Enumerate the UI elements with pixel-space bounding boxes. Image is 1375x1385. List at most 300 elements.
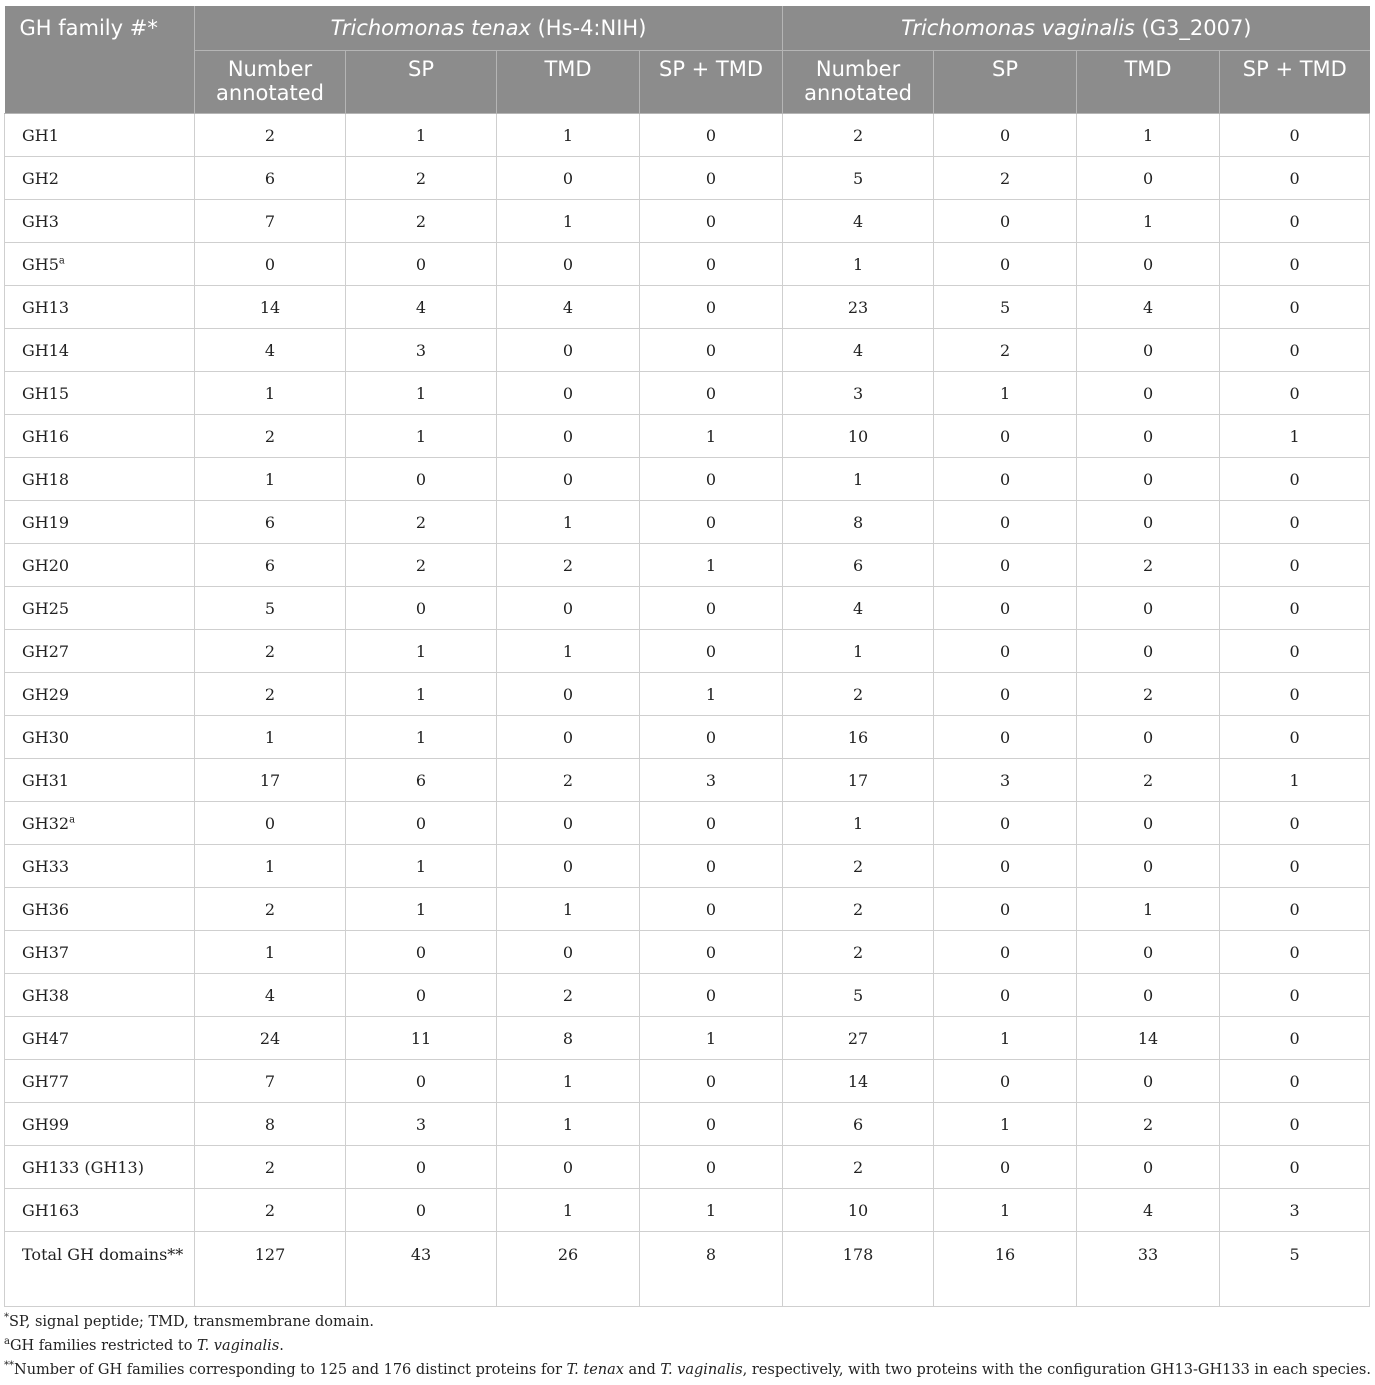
value-cell: 2 [497,974,640,1017]
table-row [5,1189,1370,1232]
footnote [4,1358,1371,1382]
value-cell: 0 [497,243,640,286]
value-cell: 0 [1077,501,1220,544]
value-cell: 0 [640,1060,783,1103]
value-cell: 1 [783,458,934,501]
value-cell: 0 [1220,974,1370,1017]
value-cell: 0 [934,544,1077,587]
value-cell: 0 [346,1060,497,1103]
value-cell: 5 [195,587,346,630]
value-cell: 3 [783,372,934,415]
table-row [5,329,1370,372]
footnote-marker: a [69,814,76,826]
value-cell: 0 [1077,372,1220,415]
value-cell: 0 [497,415,640,458]
gh-family-label: GH1 [22,125,59,145]
value-cell: 10 [783,415,934,458]
value-cell: 2 [497,544,640,587]
table-row [5,759,1370,802]
table-row [5,544,1370,587]
value-cell: 0 [1220,630,1370,673]
gh-family-cell [5,1017,195,1060]
value-cell: 5 [783,157,934,200]
value-cell: 4 [783,200,934,243]
value-cell: 1 [195,931,346,974]
value-cell: 10 [783,1189,934,1232]
table-row [5,286,1370,329]
value-cell: 0 [1220,587,1370,630]
value-cell: 1 [783,630,934,673]
value-cell: 0 [346,243,497,286]
footnote [4,1334,1371,1358]
value-cell: 0 [934,673,1077,716]
value-cell: 2 [195,888,346,931]
value-cell: 0 [1077,1146,1220,1189]
value-cell: 0 [1077,802,1220,845]
table-row [5,716,1370,759]
gh-family-label: GH36 [22,899,70,919]
col-header: TMD [497,51,640,114]
value-cell: 4 [1077,1189,1220,1232]
value-cell: 0 [1220,845,1370,888]
gh-family-label: GH38 [22,985,70,1005]
value-cell: 2 [195,1146,346,1189]
gh-family-cell [5,501,195,544]
value-cell: 0 [1077,415,1220,458]
value-cell: 1 [1220,415,1370,458]
value-cell: 0 [1077,716,1220,759]
value-cell: 1 [497,630,640,673]
value-cell: 24 [195,1017,346,1060]
value-cell: 4 [346,286,497,329]
value-cell: 0 [497,845,640,888]
value-cell: 2 [195,1189,346,1232]
value-cell: 0 [346,458,497,501]
gh-family-label: GH20 [22,555,70,575]
value-cell: 7 [195,1060,346,1103]
gh-family-label: GH15 [22,383,70,403]
value-cell: 0 [1220,673,1370,716]
value-cell: 2 [1077,759,1220,802]
value-cell: 2 [783,673,934,716]
col-header: SP [934,51,1077,114]
value-cell: 0 [640,458,783,501]
value-cell: 0 [640,802,783,845]
gh-family-cell [5,415,195,458]
value-cell: 0 [1220,200,1370,243]
value-cell: 14 [1077,1017,1220,1060]
footnote-text: T. tenax [566,1362,624,1378]
gh-family-cell [5,157,195,200]
gh-family-cell [5,286,195,329]
table-row [5,974,1370,1017]
value-cell: 1 [497,114,640,157]
value-cell: 1 [1077,114,1220,157]
value-cell: 5 [783,974,934,1017]
gh-family-cell [5,587,195,630]
footnote-text: . [279,1338,284,1354]
value-cell: 0 [1220,716,1370,759]
value-cell: 0 [1077,157,1220,200]
value-cell: 1 [934,1189,1077,1232]
species-name: Trichomonas vaginalis [901,16,1135,40]
value-cell: 2 [783,931,934,974]
value-cell: 3 [346,1103,497,1146]
table-header [5,6,1370,114]
gh-family-label: GH19 [22,512,70,532]
value-cell: 0 [497,802,640,845]
value-cell: 2 [1077,544,1220,587]
value-cell: 2 [783,888,934,931]
gh-family-cell [5,888,195,931]
value-cell: 0 [1077,630,1220,673]
value-cell: 0 [1220,1017,1370,1060]
value-cell: 1 [1077,888,1220,931]
value-cell: 1 [497,1103,640,1146]
value-cell: 1 [783,802,934,845]
gh-family-label: GH30 [22,727,70,747]
gh-family-label: GH2 [22,168,59,188]
value-cell: 1 [346,888,497,931]
table-row [5,931,1370,974]
value-cell: 1 [346,630,497,673]
value-cell: 2 [1077,1103,1220,1146]
value-cell: 0 [640,587,783,630]
value-cell: 0 [1220,888,1370,931]
col-header: SP + TMD [640,51,783,114]
value-cell: 0 [1220,114,1370,157]
value-cell: 6 [346,759,497,802]
value-cell: 1 [346,415,497,458]
table-row [5,501,1370,544]
gh-family-cell [5,716,195,759]
value-cell: 0 [1220,458,1370,501]
table-row [5,415,1370,458]
value-cell: 16 [783,716,934,759]
value-cell: 1 [640,1189,783,1232]
value-cell: 0 [346,974,497,1017]
table-row [5,1103,1370,1146]
gh-family-label: GH18 [22,469,70,489]
value-cell: 0 [934,458,1077,501]
footnote-text: T. vaginalis [197,1338,280,1354]
value-cell: 0 [497,157,640,200]
value-cell: 4 [195,974,346,1017]
value-cell: 0 [195,243,346,286]
value-cell: 0 [497,716,640,759]
value-cell: 26 [497,1232,640,1307]
value-cell: 7 [195,200,346,243]
value-cell: 0 [934,802,1077,845]
value-cell: 0 [497,1146,640,1189]
gh-family-cell [5,974,195,1017]
value-cell: 16 [934,1232,1077,1307]
gh-family-label: GH163 [22,1200,80,1220]
value-cell: 0 [1220,931,1370,974]
value-cell: 0 [497,458,640,501]
value-cell: 0 [640,974,783,1017]
value-cell: 1 [640,415,783,458]
value-cell: 2 [1077,673,1220,716]
value-cell: 5 [1220,1232,1370,1307]
gh-family-cell [5,1232,195,1307]
value-cell: 6 [783,544,934,587]
col-header: Number annotated [195,51,346,114]
value-cell: 0 [1220,1103,1370,1146]
value-cell: 0 [1220,501,1370,544]
gh-family-label: GH25 [22,598,70,618]
value-cell: 0 [1220,329,1370,372]
value-cell: 0 [640,243,783,286]
value-cell: 0 [640,501,783,544]
footnote-text: , respectively, with two proteins with the configuration GH13-GH133 in each species. [742,1362,1371,1378]
value-cell: 0 [1220,1060,1370,1103]
footnote-marker: * [4,1312,9,1324]
value-cell: 1 [1220,759,1370,802]
table-row [5,1232,1370,1307]
table-row [5,587,1370,630]
col-header: SP + TMD [1220,51,1370,114]
gh-family-cell [5,114,195,157]
value-cell: 2 [346,501,497,544]
value-cell: 6 [195,157,346,200]
gh-family-label: GH27 [22,641,70,661]
value-cell: 8 [783,501,934,544]
value-cell: 1 [497,1060,640,1103]
value-cell: 1 [497,888,640,931]
value-cell: 0 [346,1189,497,1232]
table-row [5,630,1370,673]
value-cell: 0 [640,888,783,931]
value-cell: 0 [934,630,1077,673]
species-name: Trichomonas tenax [330,16,531,40]
value-cell: 0 [1077,845,1220,888]
value-cell: 11 [346,1017,497,1060]
value-cell: 0 [640,931,783,974]
value-cell: 1 [195,716,346,759]
footnote-marker: a [4,1336,10,1348]
value-cell: 2 [783,1146,934,1189]
footnote-marker: ** [4,1360,14,1372]
value-cell: 14 [783,1060,934,1103]
value-cell: 0 [934,243,1077,286]
value-cell: 8 [497,1017,640,1060]
value-cell: 2 [934,157,1077,200]
value-cell: 0 [497,931,640,974]
footnote-text: SP, signal peptide; TMD, transmembrane domain. [9,1314,375,1330]
value-cell: 0 [640,286,783,329]
gh-family-cell [5,630,195,673]
value-cell: 14 [195,286,346,329]
gh-family-cell [5,1146,195,1189]
strain-name: (Hs-4:NIH) [530,16,647,40]
value-cell: 1 [346,716,497,759]
table-body [5,114,1370,1307]
footnote-text: and [623,1362,661,1378]
footnote-text: Number of GH families corresponding to 125 and 176 distinct proteins for [14,1362,567,1378]
gh-family-cell [5,1060,195,1103]
value-cell: 0 [934,931,1077,974]
gh-family-label: GH5 [22,254,59,274]
gh-family-label: GH33 [22,856,70,876]
value-cell: 0 [934,587,1077,630]
value-cell: 0 [1077,974,1220,1017]
value-cell: 0 [934,200,1077,243]
gh-family-cell [5,200,195,243]
gh-family-label: GH14 [22,340,70,360]
table-row [5,200,1370,243]
value-cell: 0 [1077,329,1220,372]
value-cell: 6 [195,501,346,544]
table-row [5,845,1370,888]
value-cell: 23 [783,286,934,329]
value-cell: 2 [497,759,640,802]
value-cell: 2 [934,329,1077,372]
gh-family-label: GH31 [22,770,70,790]
gh-family-label: GH29 [22,684,70,704]
value-cell: 1 [195,458,346,501]
gh-family-label: GH13 [22,297,70,317]
gh-family-label: GH77 [22,1071,70,1091]
value-cell: 127 [195,1232,346,1307]
gh-family-cell [5,1189,195,1232]
gh-family-label: GH47 [22,1028,70,1048]
value-cell: 8 [195,1103,346,1146]
value-cell: 1 [346,845,497,888]
value-cell: 0 [497,673,640,716]
value-cell: 0 [346,802,497,845]
gh-family-label: GH32 [22,813,70,833]
gh-family-cell [5,845,195,888]
value-cell: 2 [195,114,346,157]
gh-family-label: GH37 [22,942,70,962]
gh-family-label: Total GH domains** [22,1245,184,1264]
col-header: Number annotated [783,51,934,114]
value-cell: 2 [346,200,497,243]
gh-family-cell [5,673,195,716]
gh-family-cell [5,544,195,587]
gh-family-cell [5,329,195,372]
value-cell: 0 [934,415,1077,458]
gh-family-cell [5,802,195,845]
gh-family-cell [5,458,195,501]
footnote [4,1310,1371,1334]
table-row [5,802,1370,845]
table-row [5,1060,1370,1103]
value-cell: 1 [934,372,1077,415]
value-cell: 0 [497,587,640,630]
table-container [4,6,1369,1307]
value-cell: 0 [1220,286,1370,329]
value-cell: 6 [195,544,346,587]
value-cell: 1 [934,1103,1077,1146]
value-cell: 4 [1077,286,1220,329]
table-row [5,114,1370,157]
value-cell: 1 [346,114,497,157]
value-cell: 0 [640,845,783,888]
value-cell: 5 [934,286,1077,329]
value-cell: 0 [934,974,1077,1017]
value-cell: 0 [640,157,783,200]
footnote-text: T. vaginalis [660,1362,743,1378]
value-cell: 0 [497,329,640,372]
value-cell: 0 [195,802,346,845]
value-cell: 2 [195,673,346,716]
gh-family-header: GH family #* [5,6,195,114]
value-cell: 0 [346,1146,497,1189]
value-cell: 0 [640,114,783,157]
value-cell: 3 [1220,1189,1370,1232]
gh-family-cell [5,1103,195,1146]
gh-family-label: GH16 [22,426,70,446]
value-cell: 1 [1077,200,1220,243]
value-cell: 17 [195,759,346,802]
gh-family-label: GH133 (GH13) [22,1157,144,1177]
value-cell: 1 [346,372,497,415]
value-cell: 0 [640,200,783,243]
value-cell: 0 [934,845,1077,888]
footnote-text: GH families restricted to [9,1338,198,1354]
strain-name: (G3_2007) [1134,16,1252,40]
value-cell: 1 [783,243,934,286]
value-cell: 0 [1220,802,1370,845]
value-cell: 17 [783,759,934,802]
value-cell: 0 [1077,1060,1220,1103]
value-cell: 0 [640,372,783,415]
value-cell: 2 [346,157,497,200]
value-cell: 1 [497,501,640,544]
value-cell: 0 [497,372,640,415]
value-cell: 0 [640,1103,783,1146]
vaginalis-group-header [783,6,1370,51]
value-cell: 0 [1220,544,1370,587]
value-cell: 0 [640,329,783,372]
col-header: SP [346,51,497,114]
gh-family-cell [5,759,195,802]
value-cell: 2 [195,415,346,458]
table-row [5,243,1370,286]
value-cell: 0 [1220,1146,1370,1189]
value-cell: 3 [640,759,783,802]
table-row [5,1017,1370,1060]
value-cell: 8 [640,1232,783,1307]
value-cell: 4 [783,329,934,372]
table-row [5,458,1370,501]
value-cell: 6 [783,1103,934,1146]
value-cell: 3 [346,329,497,372]
value-cell: 1 [497,1189,640,1232]
value-cell: 2 [783,114,934,157]
gh-family-cell [5,243,195,286]
value-cell: 1 [640,544,783,587]
table-row [5,1146,1370,1189]
value-cell: 2 [195,630,346,673]
gh-family-label: GH99 [22,1114,70,1134]
col-header: TMD [1077,51,1220,114]
value-cell: 4 [497,286,640,329]
value-cell: 27 [783,1017,934,1060]
value-cell: 33 [1077,1232,1220,1307]
value-cell: 0 [934,1060,1077,1103]
value-cell: 1 [346,673,497,716]
value-cell: 4 [195,329,346,372]
value-cell: 0 [934,1146,1077,1189]
footnotes [4,1310,1371,1382]
table-row [5,372,1370,415]
value-cell: 1 [497,200,640,243]
value-cell: 1 [640,673,783,716]
value-cell: 0 [934,501,1077,544]
